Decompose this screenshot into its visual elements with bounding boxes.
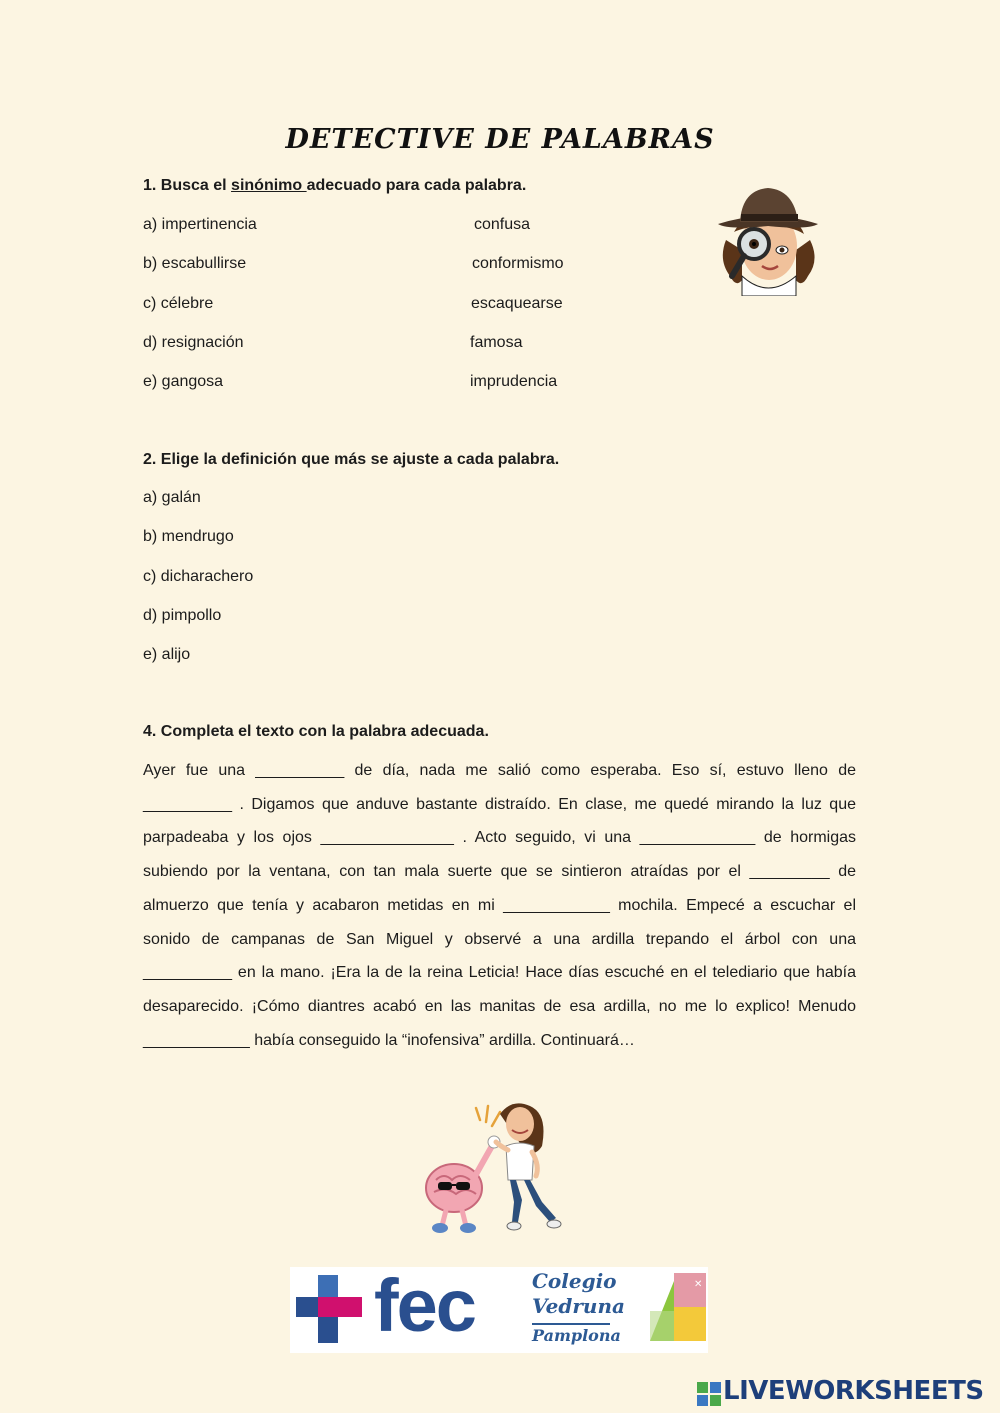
paragraph-line: almuerzo que tenía y acabaron metidas en mi ____________ mochila. Empecé a escuchar el (143, 896, 856, 914)
section2-word-b: b) mendrugo (143, 528, 234, 545)
paragraph-line: __________ . Digamos que anduve bastante distraído. En clase, me quedé mirando la luz que (143, 795, 856, 813)
vedruna-shield-logo-icon (646, 1271, 708, 1345)
section2-word-e: e) alijo (143, 646, 191, 663)
section2-word-c: c) dicharachero (143, 568, 254, 585)
liveworksheets-text: LIVEWORKSHEETS (723, 1376, 984, 1406)
school-logos (290, 1264, 708, 1353)
section1-heading-prefix: 1. Busca el (143, 177, 232, 194)
section2-word-d: d) pimpollo (143, 607, 222, 624)
section1-synonym-1: confusa (474, 216, 531, 233)
section4-paragraph (143, 754, 856, 1057)
colegio-vedruna-text (532, 1269, 625, 1347)
paragraph-line: desaparecido. ¡Cómo diantres acabó en las manitas de esa ardilla, no me lo explico! Menudo (143, 997, 856, 1015)
section1-word-c: c) célebre (143, 295, 214, 312)
liveworksheets-logo (697, 1376, 997, 1410)
section1-synonym-3: escaquearse (471, 295, 563, 312)
section2-heading: 2. Elige la definición que más se ajuste a cada palabra. (143, 451, 560, 468)
colegio-line: Colegio (532, 1269, 617, 1293)
section1-word-e: e) gangosa (143, 373, 224, 390)
paragraph-line: ____________ había conseguido la “inofensiva” ardilla. Continuará… (143, 1031, 635, 1049)
section1-synonym-5: imprudencia (470, 373, 558, 390)
paragraph-line: __________ en la mano. ¡Era la de la reina Leticia! Hace días escuché en el telediario que había (143, 964, 856, 982)
section1-word-b: b) escabullirse (143, 255, 247, 272)
section1-synonym-4: famosa (470, 334, 523, 351)
paragraph-line: Ayer fue una __________ de día, nada me salió como esperaba. Eso sí, estuvo lleno de (143, 762, 856, 779)
vedruna-line: Vedruna (532, 1294, 625, 1318)
fec-cross-logo-icon (294, 1273, 364, 1345)
paragraph-line: sonido de campanas de San Miguel y observé a una ardilla trepando el árbol con una (143, 930, 856, 948)
section4-heading: 4. Completa el texto con la palabra adecuada. (143, 723, 489, 740)
section2-word-a: a) galán (143, 489, 201, 506)
fec-text: fec (374, 1264, 475, 1347)
section1-word-a: a) impertinencia (143, 216, 257, 233)
page-title: DETECTIVE DE PALABRAS (285, 124, 715, 155)
section1-word-d: d) resignación (143, 334, 244, 351)
svg-text:✕: ✕ (694, 1279, 703, 1290)
pamplona-line: Pamplona (532, 1326, 621, 1345)
brain-girl-highfive-illustration (420, 1100, 570, 1240)
paragraph-line: parpadeaba y los ojos _______________ . Acto seguido, vi una _____________ de hormigas (143, 829, 856, 847)
liveworksheets-icon (697, 1382, 721, 1406)
section1-synonym-2: conformismo (472, 255, 564, 272)
section1-heading-underlined: sinónimo (231, 177, 307, 194)
paragraph-line: subiendo por la ventana, con tan mala suerte que se sintieron atraídas por el _________ de (143, 863, 856, 881)
detective-girl-illustration (712, 180, 824, 296)
section1-heading-suffix: adecuado para cada palabra. (306, 177, 527, 194)
section1-heading (143, 177, 526, 195)
